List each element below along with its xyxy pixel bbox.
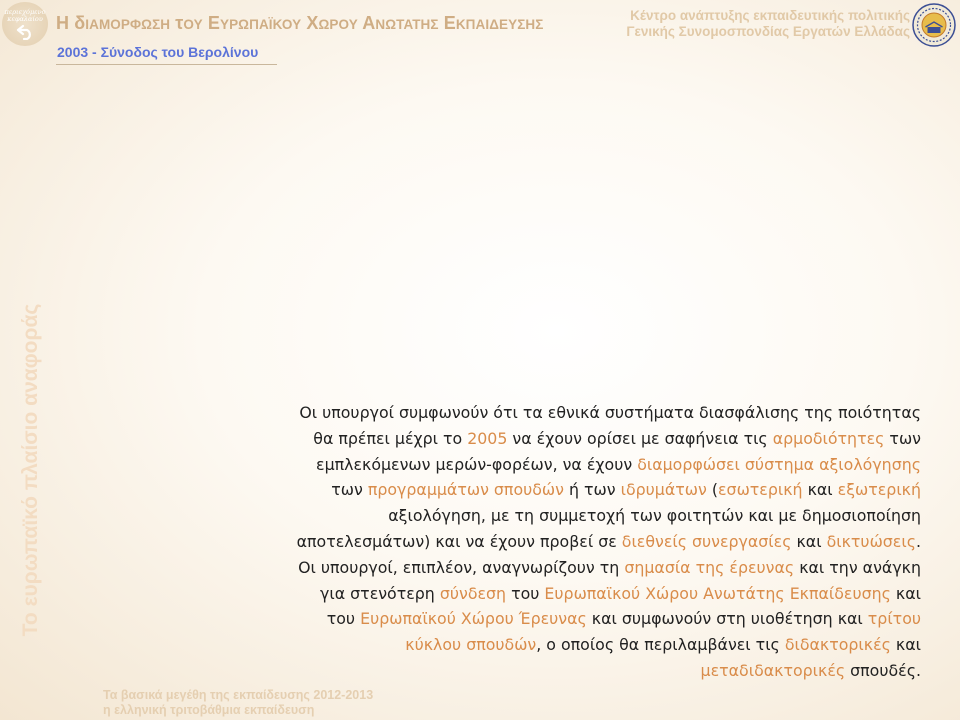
title-rest: ΙΑΜΟΡΦΩΣΗ	[85, 17, 171, 32]
page-title	[56, 13, 543, 34]
title-rest: ΩΡΟΥ	[318, 17, 358, 32]
highlighted-term: ιδρυμάτων	[620, 480, 707, 500]
title-rest: ΟΥ	[183, 17, 203, 32]
text-segment: .	[915, 531, 921, 551]
organization-name	[626, 8, 910, 40]
title-initial: Ε	[443, 13, 456, 33]
highlighted-term: σύνδεση	[439, 583, 507, 603]
title-rest: ΝΩΤΑΤΗΣ	[375, 17, 439, 32]
text-line	[218, 658, 921, 684]
title-initial: Χ	[306, 13, 319, 33]
text-segment: και συμφωνούν στη υιοθέτηση και	[586, 609, 868, 629]
organization-line-1: Κέντρο ανάπτυξης εκπαιδευτικής πολιτικής	[630, 8, 910, 23]
text-line	[218, 452, 921, 478]
text-segment: σπουδές.	[845, 660, 921, 680]
text-segment: Οι υπουργοί συμφωνούν ότι τα εθνικά συστήματα διασφάλισης της ποιότητας	[299, 403, 921, 422]
highlighted-term: διαμορφώσει σύστημα αξιολόγησης	[637, 454, 921, 474]
text-segment: θα πρέπει μέχρι το	[313, 428, 468, 448]
highlighted-term: τρίτου	[867, 609, 921, 629]
highlighted-term: Ευρωπαϊκού Χώρου Ανωτάτης Εκπαίδευσης	[544, 583, 891, 603]
text-segment: Οι υπουργοί, επιπλέον, αναγνωρίζουν τη	[298, 557, 625, 577]
seal-icon	[912, 3, 956, 47]
text-segment: των	[884, 428, 921, 448]
text-segment: και	[890, 583, 921, 603]
text-line	[218, 477, 921, 503]
body-paragraph	[218, 400, 921, 684]
text-segment: εμπλεκόμενων μερών-φορέων, να έχουν	[316, 454, 638, 474]
text-line	[218, 400, 921, 426]
side-caption: Το ευρωπαϊκό πλαίσιο αναφοράς	[19, 303, 42, 637]
organization-line-2: Γενικής Συνομοσπονδίας Εργατών Ελλάδας	[626, 24, 910, 39]
back-arrow-icon	[16, 24, 34, 40]
text-segment: ή των	[563, 480, 621, 500]
text-segment: να έχουν ορίσει με σαφήνεια τις	[507, 428, 773, 448]
highlighted-term: κύκλου σπουδών	[405, 635, 537, 655]
title-initial: Η	[56, 13, 70, 33]
highlighted-term: δικτυώσεις	[826, 531, 916, 551]
highlighted-term: 2005	[467, 428, 508, 448]
footer-line-1: Τα βασικά μεγέθη της εκπαίδευσης 2012-2013	[103, 688, 374, 702]
highlighted-term: Ευρωπαϊκού Χώρου Έρευνας	[360, 609, 587, 629]
text-segment: αποτελεσμάτων) και να έχουν προβεί σε	[296, 531, 622, 551]
footer-caption	[103, 688, 373, 718]
title-rest: ΥΡΩΠΑΪΚΟΥ	[219, 17, 302, 32]
text-segment: για στενότερη	[320, 583, 440, 603]
text-line	[218, 632, 921, 658]
highlighted-term: προγραμμάτων σπουδών	[367, 480, 564, 500]
text-segment: και	[890, 635, 921, 655]
title-initial: Α	[362, 13, 376, 33]
highlighted-term: σημασία της έρευνας	[624, 557, 795, 577]
footer-line-2: η ελληνική τριτοβάθμια εκπαίδευση	[103, 703, 315, 717]
highlighted-term: εσωτερική	[718, 480, 803, 500]
text-line	[218, 503, 921, 529]
text-segment: του	[326, 609, 361, 629]
highlighted-term: εξωτερική	[837, 480, 921, 500]
text-segment: του	[506, 583, 545, 603]
title-initial: Ε	[207, 13, 220, 33]
highlighted-term: διεθνείς συνεργασίες	[621, 531, 792, 551]
text-line	[218, 606, 921, 632]
page-subtitle: 2003 - Σύνοδος του Βερολίνου	[57, 44, 259, 60]
text-line	[218, 426, 921, 452]
text-segment: και	[802, 480, 838, 500]
text-line	[218, 581, 921, 607]
text-line	[218, 529, 921, 555]
text-segment: , ο οποίος θα περιλαμβάνει τις	[536, 635, 785, 655]
highlighted-term: μεταδιδακτορικές	[700, 660, 846, 680]
title-rest: ΚΠΑΙΔΕΥΣΗΣ	[455, 17, 544, 32]
title-initial: δ	[74, 13, 86, 33]
text-line	[218, 555, 921, 581]
text-segment: των	[331, 480, 368, 500]
text-segment: και την ανάγκη	[794, 557, 921, 577]
text-segment: και	[791, 531, 827, 551]
highlighted-term: διδακτορικές	[784, 635, 891, 655]
chapter-contents-button[interactable]	[2, 2, 48, 46]
chapter-contents-label: περιεχόμενο κεφαλαίου	[4, 8, 46, 23]
subtitle-underline	[56, 64, 277, 65]
highlighted-term: αρμοδιότητες	[772, 428, 885, 448]
title-initial: τ	[175, 13, 184, 33]
text-segment: αξιολόγηση, με τη συμμετοχή των φοιτητών και με δημοσιοποίηση	[388, 506, 921, 526]
text-segment: (	[706, 480, 719, 500]
